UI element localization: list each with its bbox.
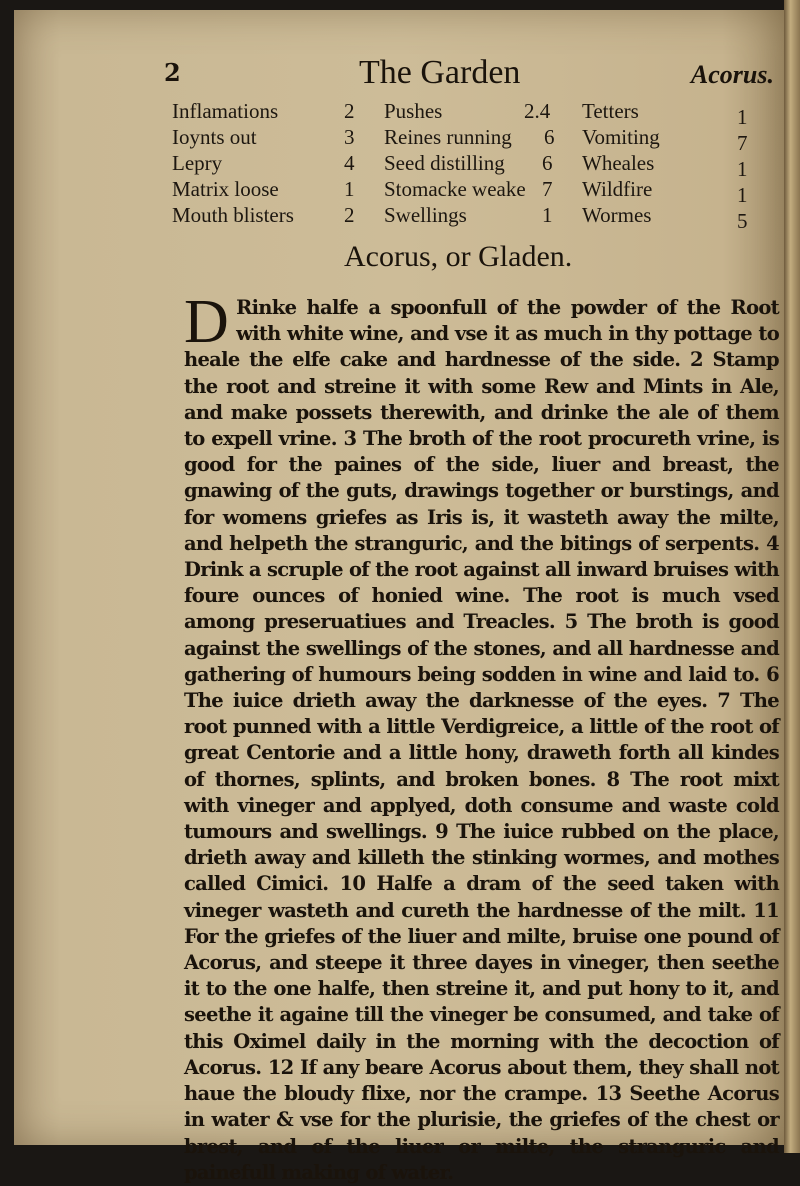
index-entry: Pushes 2.4 — [384, 99, 551, 123]
herbal-body-text — [184, 288, 779, 1186]
body-paragraph: Rinke halfe a spoonfull of the powder of the Root with white wine, and vse it as much in thy pottage to heale the elfe cake and hardnesse of the side. 2 Stamp the root and streine it with some Rew and Mints in Ale, and make possets therewith, and drinke the ale of them to expell vrine. 3 The broth of the root procureth vrine, is good for the paines of the side, liuer and breast, the gnawing of the guts, drawings together or burstings, and for womens griefes as Iris is, it wasteth away the milte, and helpeth the stranguric, and the bitings of serpents. 4 Drink a scruple of the root against all inward bruises with foure ounces of honied wine. The root is much vsed among preseruatiues and Treacles. 5 The broth is good against the swellings of the stones, and all hardnesse and gathering of humours being sodden in wine and laid to. 6 The iuice drieth away the darknesse of the eyes. 7 The root punned with a little Verdigreice, a little of the root of great Centorie and a little hony, draweth forth all kindes of thornes, splints, and broken bones. 8 The root mixt with vineger and applyed, doth consume and waste cold tumours and swellings. 9 The iuice rubbed on the place, drieth away and killeth the stinking wormes, and mothes called Cimici. 10 Halfe a dram of the seed taken with vineger wasteth and cureth the hardnesse of the milt. 11 For the griefes of the liuer and milte, bruise one pound of Acorus, and steepe it three dayes in vineger, then seethe it to the one halfe, then streine it, and put hony to it, and seethe it againe till the vineger be consumed, and take of this Oximel daily in the morning with the decoction of Acorus. 12 If any beare Acorus about them, they shall not haue the bloudy flixe, nor the crampe. 13 Seethe Acorus in water & vse for the plurisie, the griefes of the chest or brest, and of the liuer or milte, the stranguric and painefull making of water. — [184, 296, 779, 1184]
drop-capital: D — [184, 288, 229, 356]
section-title: Acorus, or Gladen. — [344, 240, 573, 273]
facing-page-edge — [784, 0, 800, 1153]
running-header — [164, 54, 774, 102]
index-entry: Wormes 5 — [582, 203, 748, 233]
index-column-2 — [384, 98, 584, 228]
index-entry: Inflamations 2 — [172, 99, 355, 123]
index-entry: Wheales 1 — [582, 151, 748, 181]
index-entry: Reines running 6 — [384, 125, 555, 149]
running-title: The Garden — [359, 54, 521, 91]
index-entry: Stomacke weake 7 — [384, 177, 553, 201]
index-entry: Ioynts out 3 — [172, 125, 355, 149]
index-entry: Vomiting 7 — [582, 125, 748, 155]
running-topic: Acorus. — [690, 60, 774, 89]
book-page — [14, 10, 784, 1184]
index-entry: Mouth blisters 2 — [172, 203, 355, 227]
index-entry: Swellings 1 — [384, 203, 553, 227]
page-number: 2 — [164, 58, 181, 87]
index-column-3 — [582, 98, 777, 233]
index-entry: Lepry 4 — [172, 151, 355, 175]
index-entry: Matrix loose 1 — [172, 177, 355, 201]
index-entry: Tetters 1 — [582, 99, 748, 129]
index-entry: Seed distilling 6 — [384, 151, 553, 175]
index-entry: Wildfire 1 — [582, 177, 748, 207]
index-column-1 — [172, 98, 362, 228]
